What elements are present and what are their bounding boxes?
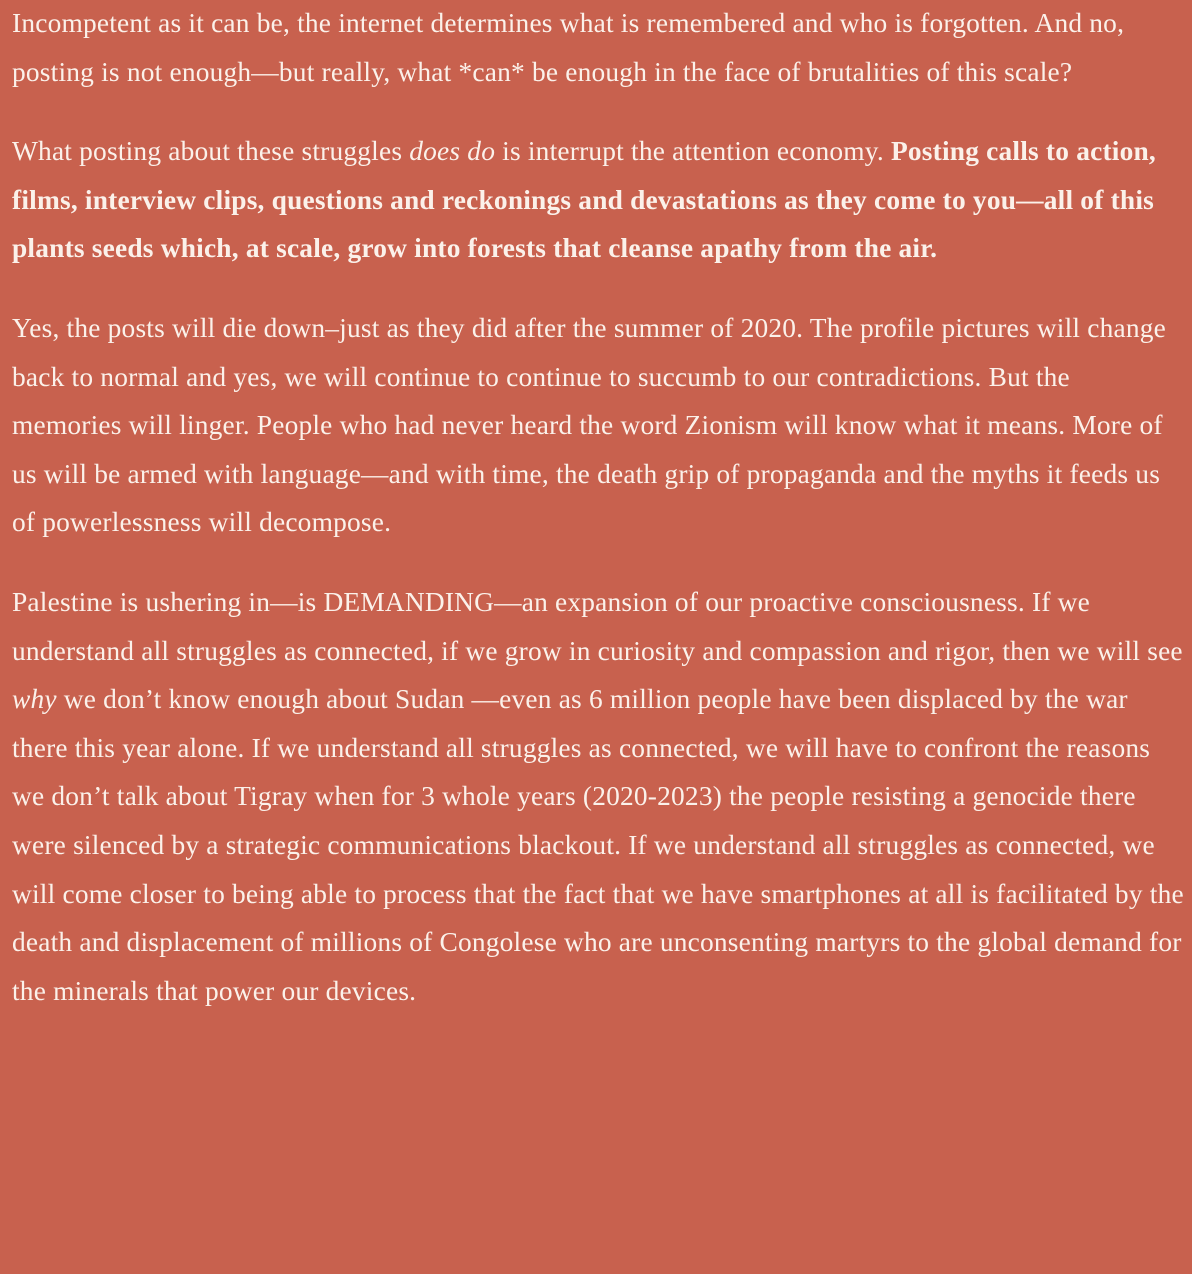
emphasized-text: why xyxy=(12,684,57,715)
paragraph-text: is interrupt the attention economy. xyxy=(495,136,891,167)
paragraph-text: Yes, the posts will die down–just as they did after the summer of 2020. The profile pictures will change back to normal and yes, we will continue to continue to succumb to our contradictions. But the memories will linger. People who had never heard the word Zionism will know what it means. More of us will be armed with language—and with time, the death grip of propaganda and the myths it feeds us of powerlessness will decompose. xyxy=(12,312,1167,538)
paragraph-attention-economy xyxy=(12,127,1186,273)
emphasized-text: does do xyxy=(409,136,496,167)
paragraph-memories-linger xyxy=(12,304,1186,547)
paragraph-internet-memory xyxy=(12,0,1186,96)
paragraph-text: What posting about these struggles xyxy=(12,136,410,167)
paragraph-connected-struggles xyxy=(12,578,1186,1015)
paragraph-text: we don’t know enough about Sudan —even as 6 million people have been displaced by the war there this year alone. If we understand all struggles as connected, we will have to confront the reasons we don’t talk about Tigray when for 3 whole years (2020-2023) the people resisting a genocide there were silenced by a strategic communications blackout. If we understand all struggles as connected, we will come closer to being able to process that the fact that we have smartphones at all is facilitated by the death and displacement of millions of Congolese who are unconsenting martyrs to the global demand for the minerals that power our devices. xyxy=(12,684,1184,1006)
paragraph-text: Palestine is ushering in—is DEMANDING—an expansion of our proactive consciousness. If we understand all struggles as connected, if we grow in curiosity and compassion and rigor, then we will see xyxy=(12,586,1183,666)
bold-statement: Posting calls to action, films, interview clips, questions and reckonings and devastations as they come to you—all of this plants seeds which, at scale, grow into forests that cleanse apathy from the air. xyxy=(12,136,1156,264)
paragraph-text: Incompetent as it can be, the internet determines what is remembered and who is forgotten. And no, posting is not enough—but really, what *can* be enough in the face of brutalities of this scale? xyxy=(12,8,1125,87)
